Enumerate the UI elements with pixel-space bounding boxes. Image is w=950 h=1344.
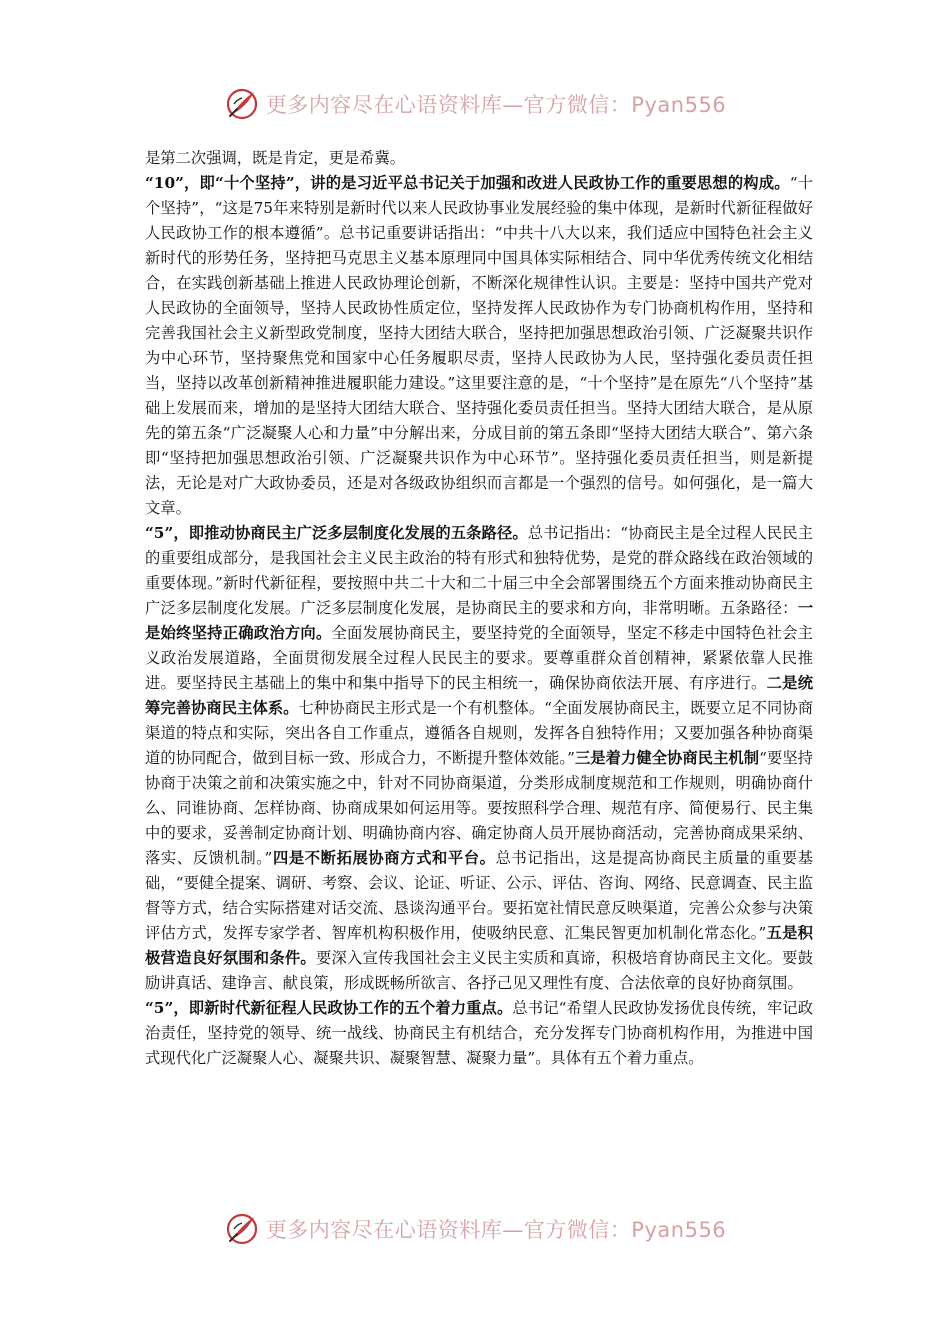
header-watermark-banner — [0, 84, 950, 124]
text-segment: 七种协商民主形式是一个有机整体。“全面发展协商民主，既要立足不同协商渠道的特点和实际，突出各自工作重点，遵循各自规则，发挥各自独特作用；又要加强各种协商渠道的协同配合，做到目标一致、形成合力，不断提升整体效能。” — [145, 699, 813, 767]
bold-heading: 四是不断拓展协商方式和平台。 — [272, 849, 496, 867]
quill-logo-icon — [224, 1211, 260, 1247]
text-segment: 要深入宣传我国社会主义民主实质和真谛，积极培育协商民主文化。要鼓励讲真话、建诤言、献良策，形成既畅所欲言、各抒己见又理性有度、合法依章的良好协商氛围。 — [145, 949, 813, 992]
bold-heading: “5”，即推动协商民主广泛多层制度化发展的五条路径。 — [145, 524, 528, 542]
quill-logo-icon — [224, 86, 260, 122]
text-segment: 总书记指出：“协商民主是全过程人民民主的重要组成部分，是我国社会主义民主政治的特有形式和独特优势，是党的群众路线在政治领域的重要体现。”新时代新征程，要按照中共二十大和二十届三中全会部署围绕五个方面来推动协商民主广泛多层制度化发展。广泛多层制度化发展，是协商民主的要求和方向，非常明晰。五条路径： — [145, 524, 813, 617]
footer-watermark-banner — [0, 1209, 950, 1249]
text-segment: 总书记“希望人民政协发扬优良传统，牢记政治责任，坚持党的领导、统一战线、协商民主有机结合，充分发挥专门协商机构作用，为推进中国式现代化广泛凝聚人心、凝聚共识、凝聚智慧、凝聚力量”。具体有五个着力重点。 — [145, 999, 813, 1067]
bold-heading: “5”，即新时代新征程人民政协工作的五个着力重点。 — [145, 999, 513, 1017]
paragraph-4 — [145, 996, 813, 1071]
text-segment: “要坚持协商于决策之前和决策实施之中，针对不同协商渠道，分类形成制度规范和工作规则，明确协商什么、同谁协商、怎样协商、协商成果如何运用等。要按照科学合理、规范有序、简便易行、民主集中的要求，妥善制定协商计划、明确协商内容、确定协商人员开展协商活动，完善协商成果采纳、落实、反馈机制。” — [145, 749, 813, 867]
text-segment: 总书记指出，这是提高协商民主质量的重要基础，“要健全提案、调研、考察、会议、论证、听证、公示、评估、咨询、网络、民意调查、民主监督等方式，结合实际搭建对话交流、恳谈沟通平台。要拓宽社情民意反映渠道，完善公众参与决策评估方式，发挥专家学者、智库机构积极作用，使吸纳民意、汇集民智更加机制化常态化。” — [145, 849, 813, 942]
paragraph-1 — [145, 146, 813, 171]
bold-heading: 一是始终坚持正确政治方向。 — [145, 599, 813, 642]
document-body — [145, 146, 813, 1071]
header-watermark-text: 更多内容尽在心语资料库—官方微信：Pyan556 — [265, 93, 727, 117]
bold-heading: 二是统筹完善协商民主体系。 — [145, 674, 813, 717]
bold-heading: “10”，即“十个坚持”，讲的是习近平总书记关于加强和改进人民政协工作的重要思想的构成。 — [145, 174, 790, 192]
text-segment: 是第二次强调，既是肯定，更是希冀。 — [145, 149, 406, 167]
text-segment: 全面发展协商民主，要坚持党的全面领导，坚定不移走中国特色社会主义政治发展道路，全面贯彻发展全过程人民民主的要求。要尊重群众首创精神，紧紧依靠人民推进。要坚持民主基础上的集中和集中指导下的民主相统一，确保协商依法开展、有序进行。 — [145, 624, 813, 692]
bold-heading: 三是着力健全协商民主机制 — [574, 749, 760, 767]
paragraph-3 — [145, 521, 813, 996]
footer-watermark-text: 更多内容尽在心语资料库—官方微信：Pyan556 — [265, 1218, 727, 1242]
text-segment: “十个坚持”，“这是75年来特别是新时代以来人民政协事业发展经验的集中体现，是新时代新征程做好人民政协工作的根本遵循”。总书记重要讲话指出：“中共十八大以来，我们适应中国特色社会主义新时代的形势任务，坚持把马克思主义基本原理同中国具体实际相结合、同中华优秀传统文化相结合，在实践创新基础上推进人民政协理论创新，不断深化规律性认识。主要是：坚持中国共产党对人民政协的全面领导，坚持人民政协性质定位，坚持发挥人民政协作为专门协商机构作用，坚持和完善我国社会主义新型政党制度，坚持大团结大联合，坚持把加强思想政治引领、广泛凝聚共识作为中心环节，坚持聚焦党和国家中心任务履职尽责，坚持人民政协为人民，坚持强化委员责任担当，坚持以改革创新精神推进履职能力建设。”这里要注意的是，“十个坚持”是在原先“八个坚持”基础上发展而来，增加的是坚持大团结大联合、坚持强化委员责任担当。坚持大团结大联合，是从原先的第五条“广泛凝聚人心和力量”中分解出来，分成目前的第五条即“坚持大团结大联合”、第六条即“坚持把加强思想政治引领、广泛凝聚共识作为中心环节”。坚持强化委员责任担当，则是新提法，无论是对广大政协委员，还是对各级政协组织而言都是一个强烈的信号。如何强化，是一篇大文章。 — [145, 174, 814, 517]
paragraph-2 — [145, 171, 813, 521]
bold-heading: 五是积极营造良好氛围和条件。 — [145, 924, 813, 967]
